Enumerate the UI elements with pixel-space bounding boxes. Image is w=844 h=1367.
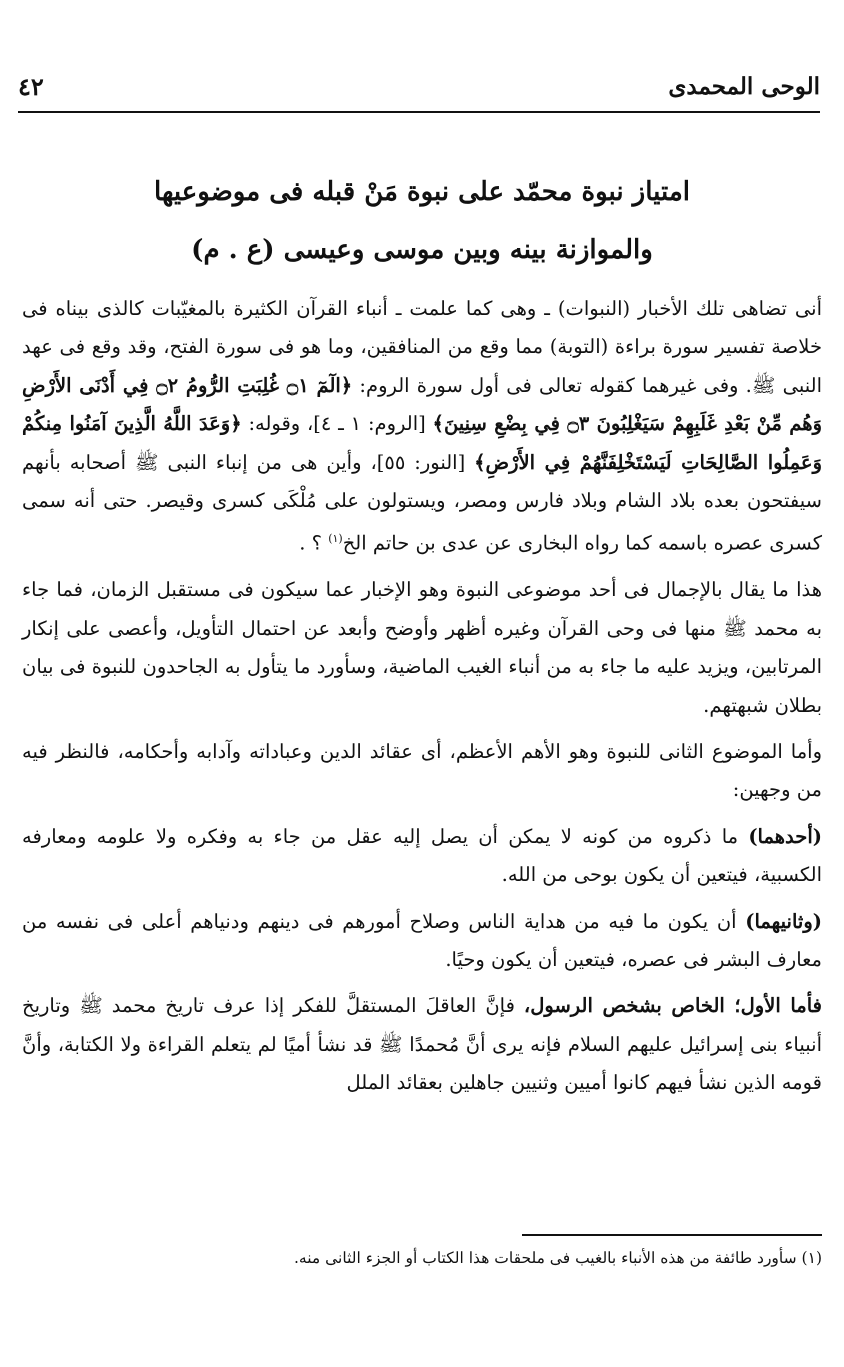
paragraph-1-text-d: ؟ . [299, 531, 329, 555]
paragraph-1-text-c: [النور: ٥٥]، وأين هى من إنباء النبى ﷺ أصحابه بأنهم سيفتحون بعده بلاد الشام وبلاد فارس ومصر، ويستولون على مُلْكَى كسرى وقيصر. حتى أنه سمى كسرى عصره باسمه كما رواه البخارى عن عدى بن حاتم الخ [22, 450, 822, 555]
page-number: ٤٢ [18, 71, 44, 101]
running-title: الوحى المحمدى [668, 72, 820, 100]
footnote-marker[interactable]: (١) [328, 532, 343, 546]
chapter-title-line-1: امتياز نبوة محمّد على نبوة مَنْ قبله فى موضوعيها [154, 177, 690, 207]
body-text [22, 290, 822, 1111]
header-rule [18, 111, 820, 113]
paragraph-5 [22, 903, 822, 980]
page-header [18, 62, 820, 110]
paragraph-4-lead: (أحدهما) [748, 824, 822, 848]
chapter-title [60, 163, 784, 279]
paragraph-6-text: فإنَّ العاقلَ المستقلَّ للفكر إذا عرف تاريخ محمد ﷺ وتاريخ أنبياء بنى إسرائيل عليهم السلام فإنه يرى أنَّ مُحمدًا ﷺ قد نشأ أميًا لم يتعلم القراءة ولا الكتابة، وأنَّ قومه الذين نشأ فيهم كانوا أميين وثنيين جاهلين بعقائد الملل [22, 994, 822, 1095]
paragraph-6-lead: فأما الأول؛ الخاص بشخص الرسول، [523, 994, 822, 1018]
quran-verse-nur: ﴿وَعَدَ اللَّهُ الَّذِينَ آمَنُوا مِنكُمْ وَعَمِلُوا الصَّالِحَاتِ لَيَسْتَخْلِفَنَّهُمْ فِي الأَرْضِ﴾ [22, 412, 822, 474]
footnote: (١) سأورد طائفة من هذه الأنباء بالغيب فى ملحقات هذا الكتاب أو الجزء الثانى منه. [293, 1249, 822, 1267]
paragraph-3: وأما الموضوع الثانى للنبوة وهو الأهم الأعظم، أى عقائد الدين وعباداته وآدابه وأحكامه، فالنظر فيه من وجهين: [22, 739, 822, 802]
paragraph-1-text-b: [الروم: ١ ـ ٤]، وقوله: [241, 412, 433, 436]
footnote-rule [522, 1234, 822, 1236]
paragraph-1 [22, 290, 822, 563]
paragraph-6 [22, 987, 822, 1102]
paragraph-4 [22, 818, 822, 895]
quran-verse-rum: ﴿الٓمٓ ۝١ غُلِبَتِ الرُّومُ ۝٢ فِي أَدْنَى الأَرْضِ وَهُم مِّنْ بَعْدِ غَلَبِهِمْ سَيَغْلِبُونَ ۝٣ فِي بِضْعِ سِنِينَ﴾ [22, 373, 822, 436]
paragraph-5-text: أن يكون ما فيه من هداية الناس وصلاح أمورهم فى دينهم ودنياهم أعلى فى نفسه من معارف البشر فى عصره، فيتعين أن يكون وحيًا. [22, 909, 822, 971]
chapter-title-line-2: والموازنة بينه وبين موسى وعيسى (ع . م) [191, 235, 653, 265]
paragraph-4-text: ما ذكروه من كونه لا يمكن أن يصل إليه عقل من جاء به وفكره ولا علومه ومعارفه الكسبية، فيتعين أن يكون بوحى من الله. [22, 824, 822, 887]
paragraph-5-lead: (وثانيهما) [745, 909, 822, 933]
paragraph-1-text-a: أنى تضاهى تلك الأخبار (النبوات) ـ وهى كما علمت ـ أنباء القرآن الكثيرة بالمغيّبات كالذى بيناه فى خلاصة تفسير سورة براءة (التوبة) مما وقع من المنافقين، وما هو فى سورة الفتح، وقد وقع فى عهد النبى ﷺ. وفى غيرهما كقوله تعالى فى أول سورة الروم: [22, 297, 822, 397]
paragraph-2: هذا ما يقال بالإجمال فى أحد موضوعى النبوة وهو الإخبار عما سيكون فى مستقبل الزمان، فما جاء به محمد ﷺ منها فى وحى القرآن وغيره أظهر وأوضح وأبعد عن احتمال التأويل، وأعصى على إنكار المرتابين، ويزيد عليه ما جاء به من أنباء الغيب الماضية، وسأورد ما يتأول به الجاحدون للنبوة فى بيان بطلان شبهتهم. [22, 578, 822, 717]
